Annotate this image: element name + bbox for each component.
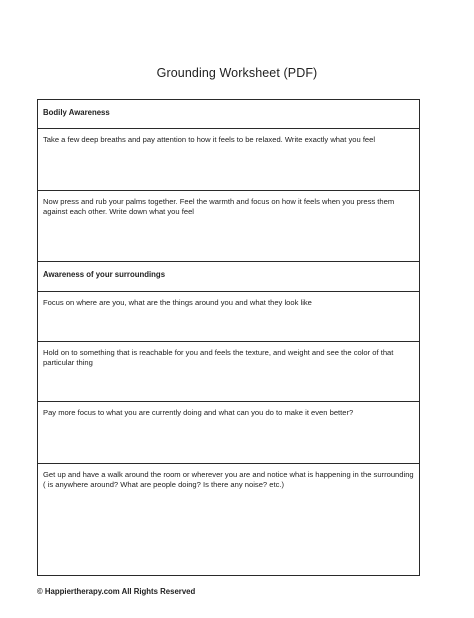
prompt-deep-breaths: Take a few deep breaths and pay attention to how it feels to be relaxed. Write exactly what you feel [38, 129, 419, 191]
prompt-current-activity: Pay more focus to what you are currently doing and what can you do to make it even better? [38, 402, 419, 464]
worksheet-table [37, 99, 420, 576]
section-heading-surroundings: Awareness of your surroundings [38, 262, 419, 292]
copyright-footer: © Happiertherapy.com All Rights Reserved [37, 587, 196, 596]
prompt-walk-around: Get up and have a walk around the room or wherever you are and notice what is happening in the surrounding ( is anywhere around? What are people doing? Is there any noise? etc.) [43, 470, 414, 489]
page-title: Grounding Worksheet (PDF) [156, 66, 318, 80]
prompt-hold-something: Hold on to something that is reachable for you and feels the texture, and weight and see the color of that particular thing [38, 342, 419, 402]
section-heading-bodily-awareness: Bodily Awareness [38, 100, 419, 129]
prompt-rub-palms: Now press and rub your palms together. Feel the warmth and focus on how it feels when you press them against each other. Write down what you feel [38, 191, 419, 262]
prompt-focus-where-you-are: Focus on where are you, what are the things around you and what they look like [38, 292, 419, 342]
